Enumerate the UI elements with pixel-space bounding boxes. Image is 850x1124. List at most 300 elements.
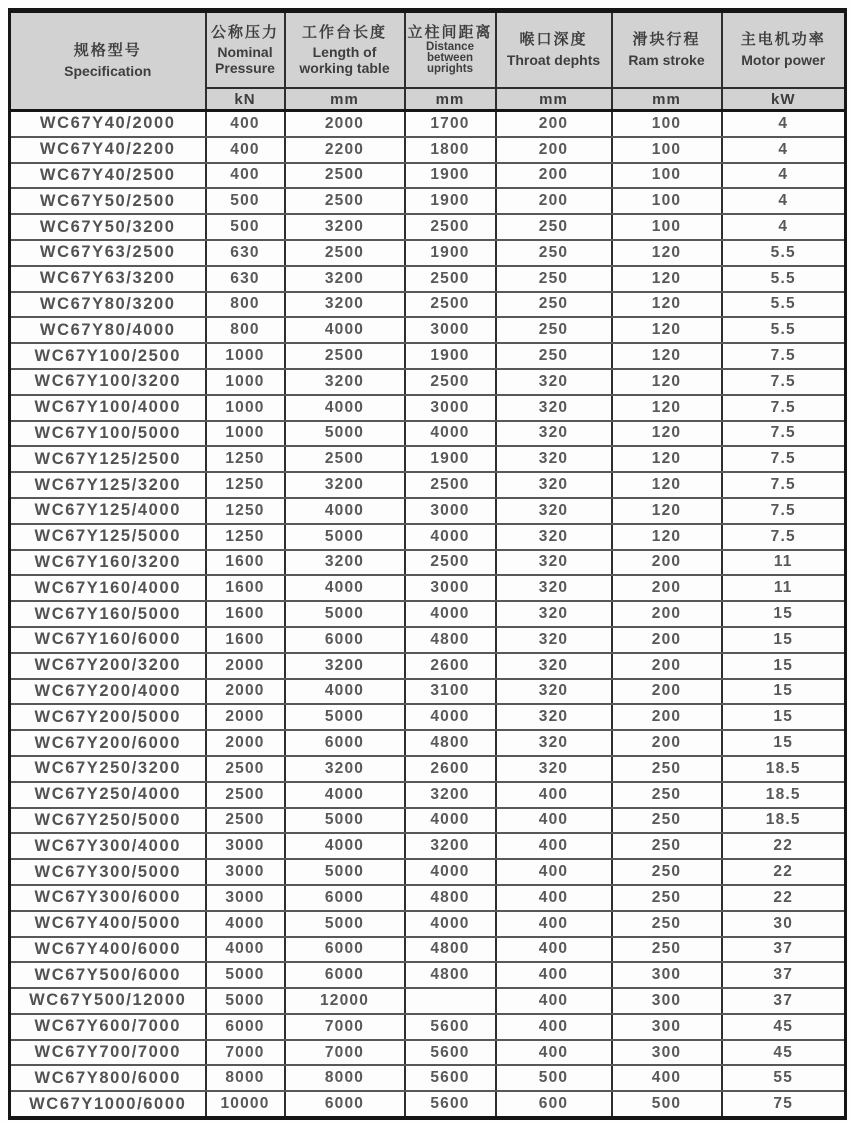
cell-upright-distance: 5600 bbox=[405, 1014, 496, 1040]
col-header-ram-stroke-en: Ram stroke bbox=[628, 52, 705, 69]
cell-nominal-pressure: 1250 bbox=[206, 498, 285, 524]
cell-ram-stroke: 200 bbox=[612, 550, 722, 576]
cell-model: WC67Y200/4000 bbox=[10, 679, 206, 705]
cell-ram-stroke: 250 bbox=[612, 808, 722, 834]
cell-table-length: 7000 bbox=[285, 1040, 405, 1066]
cell-upright-distance: 3200 bbox=[405, 782, 496, 808]
cell-table-length: 6000 bbox=[285, 885, 405, 911]
table-row bbox=[10, 988, 846, 1014]
cell-nominal-pressure: 2000 bbox=[206, 679, 285, 705]
cell-table-length: 5000 bbox=[285, 704, 405, 730]
cell-motor-power: 75 bbox=[722, 1091, 846, 1118]
table-row bbox=[10, 421, 846, 447]
cell-nominal-pressure: 8000 bbox=[206, 1065, 285, 1091]
cell-table-length: 6000 bbox=[285, 937, 405, 963]
table-row bbox=[10, 808, 846, 834]
cell-motor-power: 7.5 bbox=[722, 472, 846, 498]
cell-table-length: 3200 bbox=[285, 653, 405, 679]
cell-model: WC67Y1000/6000 bbox=[10, 1091, 206, 1118]
cell-nominal-pressure: 5000 bbox=[206, 962, 285, 988]
cell-table-length: 2500 bbox=[285, 188, 405, 214]
cell-table-length: 4000 bbox=[285, 317, 405, 343]
cell-nominal-pressure: 2500 bbox=[206, 756, 285, 782]
cell-nominal-pressure: 1600 bbox=[206, 627, 285, 653]
cell-motor-power: 11 bbox=[722, 575, 846, 601]
table-row bbox=[10, 240, 846, 266]
cell-nominal-pressure: 500 bbox=[206, 214, 285, 240]
cell-model: WC67Y160/5000 bbox=[10, 601, 206, 627]
cell-upright-distance: 2500 bbox=[405, 292, 496, 318]
cell-upright-distance: 4800 bbox=[405, 730, 496, 756]
table-row bbox=[10, 679, 846, 705]
cell-upright-distance: 4800 bbox=[405, 885, 496, 911]
col-header-ram-stroke bbox=[612, 11, 722, 89]
table-row bbox=[10, 627, 846, 653]
table-row bbox=[10, 343, 846, 369]
cell-ram-stroke: 200 bbox=[612, 704, 722, 730]
cell-ram-stroke: 200 bbox=[612, 627, 722, 653]
cell-ram-stroke: 120 bbox=[612, 421, 722, 447]
cell-nominal-pressure: 1000 bbox=[206, 343, 285, 369]
cell-motor-power: 30 bbox=[722, 911, 846, 937]
cell-ram-stroke: 120 bbox=[612, 498, 722, 524]
table-row bbox=[10, 601, 846, 627]
cell-nominal-pressure: 3000 bbox=[206, 859, 285, 885]
cell-model: WC67Y200/3200 bbox=[10, 653, 206, 679]
cell-throat-depth: 400 bbox=[496, 859, 612, 885]
col-header-motor-power bbox=[722, 11, 846, 89]
cell-table-length: 4000 bbox=[285, 395, 405, 421]
col-header-nominal-pressure bbox=[206, 11, 285, 89]
cell-throat-depth: 400 bbox=[496, 1014, 612, 1040]
cell-throat-depth: 400 bbox=[496, 782, 612, 808]
cell-throat-depth: 320 bbox=[496, 756, 612, 782]
cell-table-length: 12000 bbox=[285, 988, 405, 1014]
cell-model: WC67Y500/6000 bbox=[10, 962, 206, 988]
cell-throat-depth: 320 bbox=[496, 524, 612, 550]
cell-upright-distance: 4000 bbox=[405, 859, 496, 885]
cell-model: WC67Y125/2500 bbox=[10, 446, 206, 472]
table-row bbox=[10, 885, 846, 911]
cell-upright-distance: 4800 bbox=[405, 962, 496, 988]
cell-table-length: 3200 bbox=[285, 369, 405, 395]
cell-model: WC67Y40/2500 bbox=[10, 163, 206, 189]
cell-throat-depth: 400 bbox=[496, 833, 612, 859]
col-header-motor-power-cn: 主电机功率 bbox=[740, 31, 826, 49]
cell-table-length: 5000 bbox=[285, 601, 405, 627]
cell-motor-power: 4 bbox=[722, 188, 846, 214]
cell-ram-stroke: 120 bbox=[612, 395, 722, 421]
table-row bbox=[10, 446, 846, 472]
table-row bbox=[10, 472, 846, 498]
cell-model: WC67Y250/4000 bbox=[10, 782, 206, 808]
table-row bbox=[10, 137, 846, 163]
cell-motor-power: 37 bbox=[722, 988, 846, 1014]
cell-nominal-pressure: 2500 bbox=[206, 782, 285, 808]
cell-ram-stroke: 120 bbox=[612, 472, 722, 498]
cell-nominal-pressure: 2000 bbox=[206, 704, 285, 730]
cell-ram-stroke: 120 bbox=[612, 343, 722, 369]
cell-model: WC67Y40/2200 bbox=[10, 137, 206, 163]
cell-throat-depth: 250 bbox=[496, 214, 612, 240]
cell-upright-distance: 4000 bbox=[405, 524, 496, 550]
cell-nominal-pressure: 400 bbox=[206, 163, 285, 189]
table-row bbox=[10, 524, 846, 550]
table-row bbox=[10, 859, 846, 885]
cell-ram-stroke: 200 bbox=[612, 575, 722, 601]
cell-throat-depth: 320 bbox=[496, 472, 612, 498]
cell-upright-distance: 5600 bbox=[405, 1065, 496, 1091]
cell-nominal-pressure: 400 bbox=[206, 137, 285, 163]
cell-throat-depth: 500 bbox=[496, 1065, 612, 1091]
cell-table-length: 5000 bbox=[285, 808, 405, 834]
col-header-table-length bbox=[285, 11, 405, 89]
cell-model: WC67Y250/3200 bbox=[10, 756, 206, 782]
cell-upright-distance: 3100 bbox=[405, 679, 496, 705]
cell-upright-distance: 2500 bbox=[405, 369, 496, 395]
cell-table-length: 3200 bbox=[285, 292, 405, 318]
cell-nominal-pressure: 800 bbox=[206, 292, 285, 318]
cell-ram-stroke: 120 bbox=[612, 317, 722, 343]
cell-ram-stroke: 200 bbox=[612, 601, 722, 627]
cell-motor-power: 37 bbox=[722, 962, 846, 988]
cell-throat-depth: 200 bbox=[496, 111, 612, 137]
specification-table bbox=[8, 8, 847, 1120]
cell-upright-distance: 2500 bbox=[405, 550, 496, 576]
cell-nominal-pressure: 1250 bbox=[206, 524, 285, 550]
cell-model: WC67Y700/7000 bbox=[10, 1040, 206, 1066]
cell-table-length: 7000 bbox=[285, 1014, 405, 1040]
cell-nominal-pressure: 2000 bbox=[206, 730, 285, 756]
cell-throat-depth: 400 bbox=[496, 1040, 612, 1066]
cell-table-length: 2500 bbox=[285, 446, 405, 472]
cell-upright-distance: 1900 bbox=[405, 240, 496, 266]
cell-upright-distance bbox=[405, 988, 496, 1014]
cell-ram-stroke: 100 bbox=[612, 163, 722, 189]
cell-table-length: 8000 bbox=[285, 1065, 405, 1091]
cell-ram-stroke: 120 bbox=[612, 266, 722, 292]
table-row bbox=[10, 395, 846, 421]
cell-ram-stroke: 300 bbox=[612, 988, 722, 1014]
cell-motor-power: 5.5 bbox=[722, 240, 846, 266]
cell-upright-distance: 4000 bbox=[405, 704, 496, 730]
cell-motor-power: 7.5 bbox=[722, 395, 846, 421]
cell-upright-distance: 3000 bbox=[405, 575, 496, 601]
cell-throat-depth: 320 bbox=[496, 369, 612, 395]
cell-throat-depth: 200 bbox=[496, 137, 612, 163]
table-row bbox=[10, 833, 846, 859]
cell-nominal-pressure: 7000 bbox=[206, 1040, 285, 1066]
cell-ram-stroke: 250 bbox=[612, 833, 722, 859]
cell-motor-power: 4 bbox=[722, 111, 846, 137]
col-header-table-length-cn: 工作台长度 bbox=[301, 23, 387, 41]
table-row bbox=[10, 111, 846, 137]
cell-motor-power: 37 bbox=[722, 937, 846, 963]
cell-upright-distance: 2600 bbox=[405, 653, 496, 679]
table-row bbox=[10, 266, 846, 292]
cell-motor-power: 22 bbox=[722, 859, 846, 885]
cell-nominal-pressure: 10000 bbox=[206, 1091, 285, 1118]
cell-nominal-pressure: 1600 bbox=[206, 601, 285, 627]
table-row bbox=[10, 730, 846, 756]
unit-cell-nominal-pressure: kN bbox=[206, 88, 285, 111]
cell-table-length: 5000 bbox=[285, 421, 405, 447]
cell-throat-depth: 250 bbox=[496, 240, 612, 266]
cell-upright-distance: 2600 bbox=[405, 756, 496, 782]
cell-ram-stroke: 250 bbox=[612, 859, 722, 885]
cell-ram-stroke: 120 bbox=[612, 292, 722, 318]
cell-table-length: 6000 bbox=[285, 730, 405, 756]
cell-throat-depth: 400 bbox=[496, 808, 612, 834]
cell-nominal-pressure: 3000 bbox=[206, 885, 285, 911]
table-body bbox=[10, 111, 846, 1119]
cell-table-length: 4000 bbox=[285, 575, 405, 601]
cell-table-length: 6000 bbox=[285, 962, 405, 988]
table-row bbox=[10, 1040, 846, 1066]
cell-ram-stroke: 120 bbox=[612, 240, 722, 266]
cell-motor-power: 15 bbox=[722, 730, 846, 756]
cell-model: WC67Y160/3200 bbox=[10, 550, 206, 576]
cell-upright-distance: 3000 bbox=[405, 317, 496, 343]
cell-ram-stroke: 250 bbox=[612, 911, 722, 937]
cell-model: WC67Y125/3200 bbox=[10, 472, 206, 498]
cell-nominal-pressure: 800 bbox=[206, 317, 285, 343]
cell-throat-depth: 250 bbox=[496, 292, 612, 318]
cell-throat-depth: 320 bbox=[496, 421, 612, 447]
cell-nominal-pressure: 6000 bbox=[206, 1014, 285, 1040]
cell-upright-distance: 1900 bbox=[405, 188, 496, 214]
col-header-throat-depth-cn: 喉口深度 bbox=[519, 31, 588, 49]
cell-table-length: 6000 bbox=[285, 1091, 405, 1118]
cell-nominal-pressure: 1000 bbox=[206, 369, 285, 395]
cell-ram-stroke: 300 bbox=[612, 1040, 722, 1066]
cell-throat-depth: 400 bbox=[496, 988, 612, 1014]
cell-upright-distance: 1900 bbox=[405, 446, 496, 472]
table-row bbox=[10, 756, 846, 782]
cell-table-length: 2500 bbox=[285, 163, 405, 189]
cell-nominal-pressure: 1250 bbox=[206, 472, 285, 498]
cell-motor-power: 22 bbox=[722, 833, 846, 859]
cell-ram-stroke: 300 bbox=[612, 962, 722, 988]
cell-ram-stroke: 100 bbox=[612, 137, 722, 163]
cell-throat-depth: 320 bbox=[496, 601, 612, 627]
col-header-nominal-pressure-cn: 公称压力 bbox=[210, 23, 279, 41]
table-row bbox=[10, 498, 846, 524]
cell-upright-distance: 5600 bbox=[405, 1091, 496, 1118]
cell-table-length: 3200 bbox=[285, 266, 405, 292]
cell-motor-power: 15 bbox=[722, 704, 846, 730]
cell-ram-stroke: 200 bbox=[612, 679, 722, 705]
cell-model: WC67Y500/12000 bbox=[10, 988, 206, 1014]
cell-model: WC67Y63/2500 bbox=[10, 240, 206, 266]
table-row bbox=[10, 550, 846, 576]
col-header-table-length-en: Length of working table bbox=[299, 44, 390, 76]
table-row bbox=[10, 317, 846, 343]
cell-model: WC67Y200/5000 bbox=[10, 704, 206, 730]
cell-upright-distance: 2500 bbox=[405, 214, 496, 240]
unit-cell-motor-power: kW bbox=[722, 88, 846, 111]
cell-motor-power: 7.5 bbox=[722, 446, 846, 472]
cell-model: WC67Y400/6000 bbox=[10, 937, 206, 963]
unit-cell-table-length: mm bbox=[285, 88, 405, 111]
cell-upright-distance: 4800 bbox=[405, 627, 496, 653]
table-row bbox=[10, 575, 846, 601]
cell-ram-stroke: 400 bbox=[612, 1065, 722, 1091]
unit-cell-ram-stroke: mm bbox=[612, 88, 722, 111]
table-row bbox=[10, 653, 846, 679]
cell-nominal-pressure: 1600 bbox=[206, 575, 285, 601]
cell-table-length: 5000 bbox=[285, 524, 405, 550]
cell-table-length: 3200 bbox=[285, 472, 405, 498]
cell-throat-depth: 320 bbox=[496, 653, 612, 679]
cell-model: WC67Y600/7000 bbox=[10, 1014, 206, 1040]
cell-model: WC67Y100/2500 bbox=[10, 343, 206, 369]
table-row bbox=[10, 1014, 846, 1040]
col-header-specification-cn: 规格型号 bbox=[73, 42, 142, 60]
cell-throat-depth: 200 bbox=[496, 188, 612, 214]
cell-model: WC67Y400/5000 bbox=[10, 911, 206, 937]
cell-throat-depth: 400 bbox=[496, 911, 612, 937]
header-title-row bbox=[10, 11, 846, 89]
cell-upright-distance: 3200 bbox=[405, 833, 496, 859]
cell-upright-distance: 5600 bbox=[405, 1040, 496, 1066]
cell-nominal-pressure: 2000 bbox=[206, 653, 285, 679]
cell-model: WC67Y300/5000 bbox=[10, 859, 206, 885]
cell-model: WC67Y300/6000 bbox=[10, 885, 206, 911]
table-row bbox=[10, 163, 846, 189]
col-header-specification bbox=[10, 11, 206, 111]
cell-motor-power: 4 bbox=[722, 163, 846, 189]
cell-nominal-pressure: 400 bbox=[206, 111, 285, 137]
cell-motor-power: 5.5 bbox=[722, 317, 846, 343]
cell-motor-power: 11 bbox=[722, 550, 846, 576]
table-row bbox=[10, 292, 846, 318]
col-header-upright-distance-en: Distance between uprights bbox=[426, 40, 474, 75]
cell-motor-power: 7.5 bbox=[722, 524, 846, 550]
cell-model: WC67Y50/2500 bbox=[10, 188, 206, 214]
cell-throat-depth: 400 bbox=[496, 962, 612, 988]
cell-nominal-pressure: 1000 bbox=[206, 421, 285, 447]
cell-motor-power: 45 bbox=[722, 1014, 846, 1040]
col-header-nominal-pressure-en: Nominal Pressure bbox=[215, 44, 275, 76]
cell-ram-stroke: 300 bbox=[612, 1014, 722, 1040]
cell-ram-stroke: 100 bbox=[612, 111, 722, 137]
cell-upright-distance: 4000 bbox=[405, 808, 496, 834]
cell-motor-power: 7.5 bbox=[722, 498, 846, 524]
cell-nominal-pressure: 1250 bbox=[206, 446, 285, 472]
cell-nominal-pressure: 4000 bbox=[206, 937, 285, 963]
cell-motor-power: 15 bbox=[722, 627, 846, 653]
cell-table-length: 2500 bbox=[285, 240, 405, 266]
cell-throat-depth: 200 bbox=[496, 163, 612, 189]
unit-cell-upright-distance: mm bbox=[405, 88, 496, 111]
cell-ram-stroke: 200 bbox=[612, 653, 722, 679]
cell-upright-distance: 4000 bbox=[405, 601, 496, 627]
cell-model: WC67Y40/2000 bbox=[10, 111, 206, 137]
cell-throat-depth: 250 bbox=[496, 343, 612, 369]
cell-model: WC67Y80/3200 bbox=[10, 292, 206, 318]
cell-model: WC67Y300/4000 bbox=[10, 833, 206, 859]
cell-motor-power: 15 bbox=[722, 679, 846, 705]
unit-cell-throat-depth: mm bbox=[496, 88, 612, 111]
cell-nominal-pressure: 1600 bbox=[206, 550, 285, 576]
col-header-specification-en: Specification bbox=[64, 63, 152, 80]
cell-motor-power: 5.5 bbox=[722, 266, 846, 292]
cell-table-length: 5000 bbox=[285, 859, 405, 885]
col-header-upright-distance bbox=[405, 11, 496, 89]
cell-ram-stroke: 250 bbox=[612, 937, 722, 963]
cell-motor-power: 22 bbox=[722, 885, 846, 911]
cell-table-length: 4000 bbox=[285, 679, 405, 705]
cell-model: WC67Y160/6000 bbox=[10, 627, 206, 653]
col-header-upright-distance-cn: 立柱间距离 bbox=[407, 24, 493, 42]
cell-motor-power: 7.5 bbox=[722, 343, 846, 369]
cell-throat-depth: 320 bbox=[496, 627, 612, 653]
cell-throat-depth: 400 bbox=[496, 885, 612, 911]
cell-nominal-pressure: 3000 bbox=[206, 833, 285, 859]
cell-table-length: 4000 bbox=[285, 782, 405, 808]
cell-upright-distance: 4800 bbox=[405, 937, 496, 963]
cell-ram-stroke: 250 bbox=[612, 885, 722, 911]
cell-nominal-pressure: 630 bbox=[206, 240, 285, 266]
cell-throat-depth: 320 bbox=[496, 550, 612, 576]
col-header-motor-power-en: Motor power bbox=[741, 52, 826, 69]
cell-ram-stroke: 120 bbox=[612, 369, 722, 395]
cell-motor-power: 7.5 bbox=[722, 369, 846, 395]
cell-throat-depth: 320 bbox=[496, 679, 612, 705]
cell-model: WC67Y250/5000 bbox=[10, 808, 206, 834]
cell-table-length: 3200 bbox=[285, 214, 405, 240]
cell-model: WC67Y63/3200 bbox=[10, 266, 206, 292]
cell-upright-distance: 4000 bbox=[405, 911, 496, 937]
cell-nominal-pressure: 630 bbox=[206, 266, 285, 292]
cell-throat-depth: 320 bbox=[496, 730, 612, 756]
cell-upright-distance: 2500 bbox=[405, 266, 496, 292]
cell-model: WC67Y125/4000 bbox=[10, 498, 206, 524]
cell-motor-power: 55 bbox=[722, 1065, 846, 1091]
cell-model: WC67Y200/6000 bbox=[10, 730, 206, 756]
cell-upright-distance: 3000 bbox=[405, 395, 496, 421]
cell-ram-stroke: 200 bbox=[612, 730, 722, 756]
cell-motor-power: 18.5 bbox=[722, 782, 846, 808]
cell-ram-stroke: 250 bbox=[612, 756, 722, 782]
cell-table-length: 3200 bbox=[285, 756, 405, 782]
cell-ram-stroke: 100 bbox=[612, 188, 722, 214]
cell-throat-depth: 320 bbox=[496, 704, 612, 730]
cell-motor-power: 4 bbox=[722, 214, 846, 240]
cell-upright-distance: 3000 bbox=[405, 498, 496, 524]
cell-table-length: 4000 bbox=[285, 833, 405, 859]
col-header-ram-stroke-cn: 滑块行程 bbox=[632, 31, 701, 49]
cell-motor-power: 4 bbox=[722, 137, 846, 163]
cell-model: WC67Y100/5000 bbox=[10, 421, 206, 447]
table-row bbox=[10, 188, 846, 214]
table-row bbox=[10, 937, 846, 963]
table-row bbox=[10, 214, 846, 240]
cell-model: WC67Y100/4000 bbox=[10, 395, 206, 421]
cell-table-length: 3200 bbox=[285, 550, 405, 576]
cell-throat-depth: 600 bbox=[496, 1091, 612, 1118]
cell-motor-power: 18.5 bbox=[722, 756, 846, 782]
table-row bbox=[10, 1065, 846, 1091]
cell-nominal-pressure: 4000 bbox=[206, 911, 285, 937]
cell-table-length: 4000 bbox=[285, 498, 405, 524]
col-header-throat-depth bbox=[496, 11, 612, 89]
cell-motor-power: 18.5 bbox=[722, 808, 846, 834]
cell-ram-stroke: 120 bbox=[612, 524, 722, 550]
table-row bbox=[10, 369, 846, 395]
cell-nominal-pressure: 1000 bbox=[206, 395, 285, 421]
